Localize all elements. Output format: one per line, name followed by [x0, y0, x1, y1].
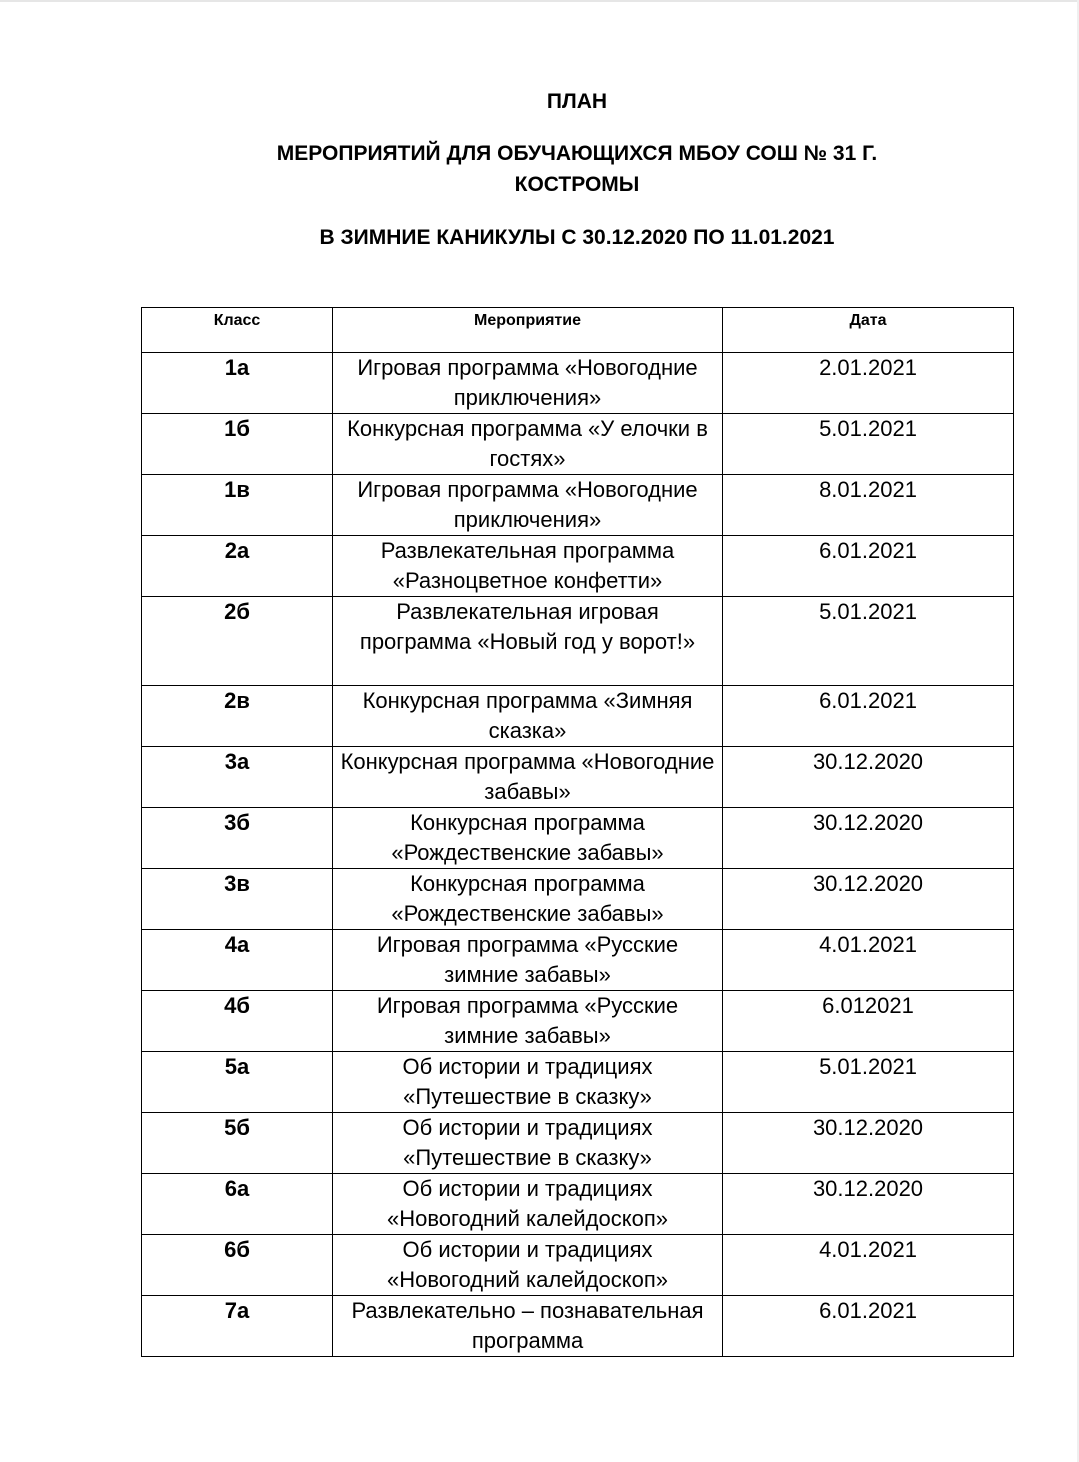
- event-cell: Конкурсная программа «Рождественские забавы»: [333, 808, 723, 869]
- date-cell: 6.01.2021: [723, 1296, 1014, 1357]
- table-row: [142, 414, 1014, 475]
- table-header-row: [142, 308, 1014, 353]
- date-cell: 6.012021: [723, 991, 1014, 1052]
- class-cell: 2а: [142, 536, 333, 597]
- date-cell: 30.12.2020: [723, 747, 1014, 808]
- date-cell: 30.12.2020: [723, 808, 1014, 869]
- table-row: [142, 808, 1014, 869]
- table-row: [142, 597, 1014, 686]
- page-top-edge: [0, 0, 1079, 2]
- document-subtitle: [150, 138, 1004, 200]
- class-cell: 3б: [142, 808, 333, 869]
- document-title: [150, 86, 1004, 117]
- date-cell: 30.12.2020: [723, 869, 1014, 930]
- class-cell: 2в: [142, 686, 333, 747]
- table-row: [142, 747, 1014, 808]
- date-cell: 8.01.2021: [723, 475, 1014, 536]
- subtitle-line-2: КОСТРОМЫ: [514, 173, 640, 196]
- table-row: [142, 1113, 1014, 1174]
- event-cell: Игровая программа «Русские зимние забавы»: [333, 991, 723, 1052]
- column-header-class: Класс: [142, 308, 333, 353]
- table-row: [142, 869, 1014, 930]
- date-cell: 6.01.2021: [723, 686, 1014, 747]
- event-cell: Об истории и традициях «Путешествие в сказку»: [333, 1052, 723, 1113]
- period-text: В ЗИМНИЕ КАНИКУЛЫ С 30.12.2020 ПО 11.01.2021: [319, 226, 835, 249]
- date-cell: 4.01.2021: [723, 1235, 1014, 1296]
- class-cell: 1б: [142, 414, 333, 475]
- event-cell: Конкурсная программа «Новогодние забавы»: [333, 747, 723, 808]
- subtitle-line-1: МЕРОПРИЯТИЙ ДЛЯ ОБУЧАЮЩИХСЯ МБОУ СОШ № 31 Г.: [276, 142, 878, 165]
- class-cell: 6б: [142, 1235, 333, 1296]
- table-row: [142, 1296, 1014, 1357]
- table-row: [142, 1174, 1014, 1235]
- table-row: [142, 475, 1014, 536]
- date-cell: 5.01.2021: [723, 1052, 1014, 1113]
- title-plan: ПЛАН: [546, 90, 608, 113]
- event-cell: Развлекательная программа «Разноцветное конфетти»: [333, 536, 723, 597]
- event-cell: Конкурсная программа «У елочки в гостях»: [333, 414, 723, 475]
- document-period: [150, 222, 1004, 253]
- event-cell: Игровая программа «Новогодние приключения»: [333, 353, 723, 414]
- class-cell: 5б: [142, 1113, 333, 1174]
- date-cell: 4.01.2021: [723, 930, 1014, 991]
- date-cell: 6.01.2021: [723, 536, 1014, 597]
- events-table: [141, 307, 1014, 1357]
- event-cell: Развлекательная игровая программа «Новый год у ворот!»: [333, 597, 723, 686]
- table-row: [142, 930, 1014, 991]
- column-header-date: Дата: [723, 308, 1014, 353]
- column-header-event: Мероприятие: [333, 308, 723, 353]
- event-cell: Об истории и традициях «Путешествие в сказку»: [333, 1113, 723, 1174]
- date-cell: 30.12.2020: [723, 1113, 1014, 1174]
- event-cell: Об истории и традициях «Новогодний калейдоскоп»: [333, 1174, 723, 1235]
- class-cell: 3а: [142, 747, 333, 808]
- date-cell: 5.01.2021: [723, 414, 1014, 475]
- table-row: [142, 991, 1014, 1052]
- table-row: [142, 1052, 1014, 1113]
- class-cell: 6а: [142, 1174, 333, 1235]
- event-cell: Конкурсная программа «Зимняя сказка»: [333, 686, 723, 747]
- event-cell: Конкурсная программа «Рождественские забавы»: [333, 869, 723, 930]
- date-cell: 30.12.2020: [723, 1174, 1014, 1235]
- table-row: [142, 536, 1014, 597]
- event-cell: Игровая программа «Русские зимние забавы»: [333, 930, 723, 991]
- table-row: [142, 686, 1014, 747]
- class-cell: 2б: [142, 597, 333, 686]
- class-cell: 4а: [142, 930, 333, 991]
- class-cell: 7а: [142, 1296, 333, 1357]
- table-row: [142, 1235, 1014, 1296]
- class-cell: 5а: [142, 1052, 333, 1113]
- event-cell: Развлекательно – познавательная программа: [333, 1296, 723, 1357]
- class-cell: 4б: [142, 991, 333, 1052]
- event-cell: Игровая программа «Новогодние приключения»: [333, 475, 723, 536]
- class-cell: 1в: [142, 475, 333, 536]
- date-cell: 5.01.2021: [723, 597, 1014, 686]
- date-cell: 2.01.2021: [723, 353, 1014, 414]
- table-row: [142, 353, 1014, 414]
- event-cell: Об истории и традициях «Новогодний калейдоскоп»: [333, 1235, 723, 1296]
- class-cell: 1а: [142, 353, 333, 414]
- class-cell: 3в: [142, 869, 333, 930]
